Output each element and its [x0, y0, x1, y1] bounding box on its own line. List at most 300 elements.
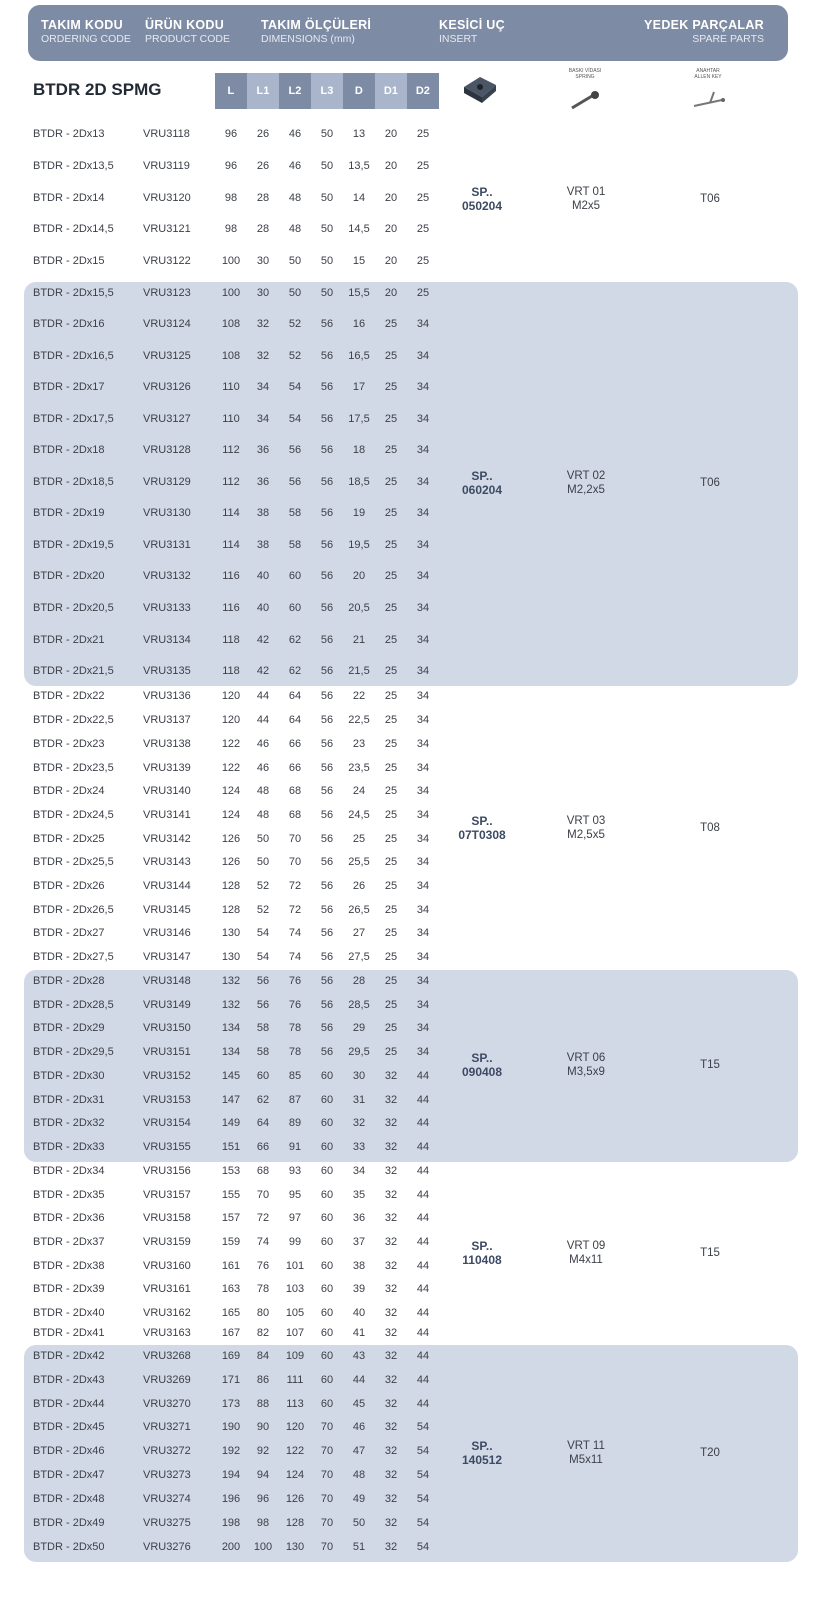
dim-l: 132 [221, 999, 241, 1011]
ordering-code: BTDR - 2Dx22 [33, 690, 105, 702]
ordering-code: BTDR - 2Dx49 [33, 1517, 105, 1529]
dim-d1: 25 [384, 1022, 398, 1034]
dim-d1: 32 [384, 1117, 398, 1129]
insert-code: SP.. 140512 [461, 1438, 503, 1467]
dim-l: 98 [224, 223, 238, 235]
dim-d2: 25 [416, 223, 430, 235]
product-code: VRU3273 [143, 1469, 191, 1481]
dim-d: 25 [352, 833, 366, 845]
product-code: VRU3148 [143, 975, 191, 987]
dim-d2: 44 [416, 1307, 430, 1319]
dim-d2: 34 [416, 738, 430, 750]
product-code: VRU3160 [143, 1260, 191, 1272]
dim-l1: 36 [256, 476, 270, 488]
product-code: VRU3144 [143, 880, 191, 892]
dim-l2: 109 [285, 1350, 305, 1362]
table-row [0, 160, 818, 176]
product-code: VRU3146 [143, 927, 191, 939]
insert-code: SP.. 090408 [461, 1051, 503, 1079]
dim-l3: 56 [320, 507, 334, 519]
product-code: VRU3119 [143, 160, 190, 172]
table-row [0, 714, 818, 730]
key-code: T08 [700, 821, 720, 834]
ordering-code: BTDR - 2Dx14,5 [33, 223, 114, 235]
table-row [0, 951, 818, 967]
dim-l: 124 [221, 785, 241, 797]
table-row [0, 1327, 818, 1343]
dim-l2: 64 [288, 714, 302, 726]
dim-l: 134 [221, 1046, 241, 1058]
dim-d2: 34 [416, 951, 430, 963]
dim-d2: 54 [416, 1517, 430, 1529]
ordering-code: BTDR - 2Dx24 [33, 785, 105, 797]
dim-l1: 94 [256, 1469, 270, 1481]
dim-l: 100 [221, 255, 241, 267]
dim-l: 100 [221, 287, 241, 299]
dim-d2: 34 [416, 665, 430, 677]
dim-l3: 50 [320, 192, 334, 204]
dim-l3: 56 [320, 785, 334, 797]
dim-l: 163 [221, 1283, 241, 1295]
dim-d2: 34 [416, 833, 430, 845]
dim-l: 147 [221, 1094, 241, 1106]
dim-l2: 56 [288, 444, 302, 456]
ordering-code: BTDR - 2Dx24,5 [33, 809, 114, 821]
dim-d1: 25 [384, 444, 398, 456]
dim-d2: 54 [416, 1421, 430, 1433]
dim-l2: 85 [288, 1070, 302, 1082]
dim-l3: 60 [320, 1327, 334, 1339]
ordering-code: BTDR - 2Dx45 [33, 1421, 105, 1433]
product-code: VRU3137 [143, 714, 191, 726]
dim-l2: 126 [285, 1493, 305, 1505]
product-code: VRU3162 [143, 1307, 191, 1319]
product-code: VRU3120 [143, 192, 191, 204]
dim-l: 114 [222, 507, 240, 519]
dim-d1: 32 [384, 1141, 398, 1153]
dim-d1: 25 [384, 762, 398, 774]
dim-d1: 32 [384, 1327, 398, 1339]
dim-l3: 56 [320, 809, 334, 821]
dim-d: 19 [352, 507, 366, 519]
product-code: VRU3272 [143, 1445, 191, 1457]
dim-l3: 56 [320, 570, 334, 582]
dim-l2: 66 [288, 738, 302, 750]
allen-key-label: ANAHTAR ALLEN KEY [694, 68, 722, 80]
dim-d1: 20 [384, 255, 398, 267]
dim-d: 44 [352, 1374, 366, 1386]
series-title: BTDR 2D SPMG [33, 80, 162, 99]
dim-l3: 56 [320, 602, 334, 614]
dim-l: 126 [221, 833, 241, 845]
dim-d2: 44 [416, 1350, 430, 1362]
dim-d2: 44 [416, 1165, 430, 1177]
product-code: VRU3147 [143, 951, 191, 963]
insert-code: SP.. 110408 [462, 1239, 502, 1267]
screw-code: VRT 02 M2,2x5 [566, 470, 606, 496]
dim-l2: 78 [288, 1046, 302, 1058]
product-code: VRU3152 [143, 1070, 191, 1082]
dim-l2: 70 [288, 833, 302, 845]
screw-code: VRT 11 M5x11 [567, 1439, 605, 1466]
dim-d1: 32 [384, 1350, 398, 1362]
dim-l3: 60 [320, 1070, 334, 1082]
product-code: VRU3150 [143, 1022, 191, 1034]
dim-d: 20 [352, 570, 366, 582]
ordering-code: BTDR - 2Dx17,5 [33, 413, 114, 425]
dim-l3: 50 [320, 287, 334, 299]
dim-d2: 44 [416, 1283, 430, 1295]
dim-d: 15,5 [348, 287, 370, 299]
dim-l2: 74 [288, 927, 302, 939]
dim-d: 23,5 [348, 762, 370, 774]
dim-d1: 25 [384, 570, 398, 582]
dim-l: 108 [221, 350, 241, 362]
ordering-code: BTDR - 2Dx23,5 [33, 762, 114, 774]
dim-l1: 44 [256, 714, 270, 726]
dim-d1: 32 [384, 1374, 398, 1386]
dim-l3: 60 [320, 1350, 334, 1362]
dim-header-l2: L2 [279, 73, 311, 109]
product-code: VRU3276 [143, 1541, 191, 1553]
dim-d1: 25 [384, 507, 398, 519]
dim-header-l: L [215, 73, 247, 109]
header-insert: KESİCİ UÇ INSERT [439, 18, 505, 45]
dim-l: 110 [222, 413, 240, 425]
dim-l: 112 [222, 444, 240, 456]
table-row [0, 690, 818, 706]
dim-l1: 54 [256, 951, 270, 963]
dim-l1: 66 [256, 1141, 270, 1153]
dim-l3: 56 [320, 665, 334, 677]
dim-l3: 56 [320, 856, 334, 868]
dim-l1: 98 [256, 1517, 270, 1529]
dim-l1: 36 [256, 444, 270, 456]
dim-l3: 56 [320, 318, 334, 330]
dim-d: 17,5 [348, 413, 370, 425]
ordering-code: BTDR - 2Dx21 [33, 634, 105, 646]
ordering-code: BTDR - 2Dx42 [33, 1350, 105, 1362]
ordering-code: BTDR - 2Dx34 [33, 1165, 105, 1177]
dim-l1: 48 [256, 785, 270, 797]
table-row [0, 762, 818, 778]
screw-icon [568, 90, 602, 112]
table-row [0, 880, 818, 896]
dim-d: 25,5 [348, 856, 370, 868]
product-code: VRU3151 [143, 1046, 191, 1058]
dim-d2: 25 [416, 160, 430, 172]
dim-d2: 34 [416, 602, 430, 614]
dim-d: 39 [352, 1283, 366, 1295]
ordering-code: BTDR - 2Dx16 [33, 318, 105, 330]
dim-l1: 50 [256, 833, 270, 845]
dim-d: 22,5 [348, 714, 370, 726]
dim-d: 24,5 [348, 809, 370, 821]
dim-header-d: D [343, 73, 375, 109]
dim-l2: 91 [288, 1141, 302, 1153]
dim-d2: 34 [416, 507, 430, 519]
dim-l: 112 [222, 476, 240, 488]
dim-l: 118 [222, 634, 240, 646]
ordering-code: BTDR - 2Dx29 [33, 1022, 105, 1034]
dim-l1: 52 [256, 880, 270, 892]
table-row [0, 255, 818, 271]
table-row [0, 1070, 818, 1086]
dim-l2: 66 [288, 762, 302, 774]
dim-d1: 25 [384, 714, 398, 726]
dim-l1: 58 [256, 1022, 270, 1034]
dim-l3: 56 [320, 634, 334, 646]
product-code: VRU3123 [143, 287, 191, 299]
dim-d2: 25 [416, 192, 430, 204]
table-row [0, 1094, 818, 1110]
dim-d: 27,5 [348, 951, 370, 963]
table-row [0, 1421, 818, 1437]
dim-l: 128 [221, 880, 241, 892]
dim-l2: 103 [285, 1283, 305, 1295]
dim-l: 126 [221, 856, 241, 868]
product-code: VRU3126 [143, 381, 191, 393]
ordering-code: BTDR - 2Dx41 [33, 1327, 105, 1339]
dim-d: 27 [352, 927, 366, 939]
ordering-code: BTDR - 2Dx23 [33, 738, 105, 750]
dim-d2: 44 [416, 1236, 430, 1248]
dim-l2: 50 [288, 255, 302, 267]
dim-d1: 32 [384, 1493, 398, 1505]
dim-d1: 32 [384, 1398, 398, 1410]
dim-d: 16,5 [348, 350, 370, 362]
table-row [0, 1165, 818, 1181]
dim-l1: 42 [256, 665, 270, 677]
dim-l2: 87 [288, 1094, 302, 1106]
dim-l1: 54 [256, 927, 270, 939]
dim-l3: 56 [320, 714, 334, 726]
dim-d2: 34 [416, 444, 430, 456]
dim-l: 145 [221, 1070, 241, 1082]
dim-l: 151 [221, 1141, 241, 1153]
dim-l1: 40 [256, 570, 270, 582]
dim-d: 30 [352, 1070, 366, 1082]
header-dimensions: TAKIM ÖLÇÜLERİ DIMENSIONS (mm) [261, 18, 372, 45]
dim-l2: 99 [288, 1236, 302, 1248]
ordering-code: BTDR - 2Dx13 [33, 128, 105, 140]
product-code: VRU3127 [143, 413, 191, 425]
insert-code: SP.. 050204 [461, 184, 503, 213]
table-row [0, 223, 818, 239]
screw-code: VRT 01 M2x5 [566, 185, 606, 212]
ordering-code: BTDR - 2Dx25,5 [33, 856, 114, 868]
dim-l3: 70 [320, 1493, 334, 1505]
dim-l3: 56 [320, 927, 334, 939]
dim-l1: 32 [256, 318, 270, 330]
dim-l2: 48 [288, 192, 302, 204]
key-code: T15 [700, 1247, 720, 1259]
dim-d1: 25 [384, 539, 398, 551]
dim-l2: 72 [288, 904, 302, 916]
table-row [0, 602, 818, 618]
header-product-code: ÜRÜN KODU PRODUCT CODE [145, 18, 230, 45]
product-code: VRU3134 [143, 634, 191, 646]
product-code: VRU3132 [143, 570, 191, 582]
dim-l1: 48 [256, 809, 270, 821]
product-code: VRU3138 [143, 738, 191, 750]
dim-l: 169 [221, 1350, 241, 1362]
table-row [0, 1022, 818, 1038]
dim-l1: 28 [256, 223, 270, 235]
dim-l2: 54 [288, 413, 302, 425]
table-row [0, 1212, 818, 1228]
dim-d1: 32 [384, 1165, 398, 1177]
product-code: VRU3268 [143, 1350, 191, 1362]
ordering-code: BTDR - 2Dx38 [33, 1260, 105, 1272]
table-row [0, 287, 818, 303]
dim-l1: 52 [256, 904, 270, 916]
dim-l3: 60 [320, 1212, 334, 1224]
dim-l3: 70 [320, 1469, 334, 1481]
product-code: VRU3121 [143, 223, 191, 235]
dim-header-d1: D1 [375, 73, 407, 109]
dim-d: 23 [352, 738, 366, 750]
dim-d2: 34 [416, 809, 430, 821]
dim-d2: 34 [416, 927, 430, 939]
dim-l: 116 [222, 570, 240, 582]
dim-d1: 25 [384, 833, 398, 845]
dim-d1: 32 [384, 1212, 398, 1224]
dim-d1: 32 [384, 1445, 398, 1457]
dim-d: 29 [352, 1022, 366, 1034]
dim-l: 200 [221, 1541, 241, 1553]
dim-d2: 25 [416, 255, 430, 267]
dim-d: 32 [352, 1117, 366, 1129]
ordering-code: BTDR - 2Dx30 [33, 1070, 105, 1082]
dim-d1: 32 [384, 1260, 398, 1272]
dim-d2: 54 [416, 1493, 430, 1505]
table-row [0, 1350, 818, 1366]
dim-d2: 25 [416, 287, 430, 299]
dim-l: 192 [221, 1445, 241, 1457]
dim-d2: 44 [416, 1327, 430, 1339]
product-code: VRU3156 [143, 1165, 191, 1177]
dim-d: 21,5 [348, 665, 370, 677]
dim-d2: 54 [416, 1541, 430, 1553]
table-row [0, 350, 818, 366]
dim-l: 122 [221, 738, 241, 750]
key-code: T06 [700, 192, 720, 205]
dim-l1: 34 [256, 413, 270, 425]
dim-d: 19,5 [348, 539, 370, 551]
dim-l1: 40 [256, 602, 270, 614]
dim-d: 46 [352, 1421, 366, 1433]
dim-d1: 25 [384, 785, 398, 797]
product-code: VRU3139 [143, 762, 191, 774]
dim-l3: 56 [320, 762, 334, 774]
dim-d1: 25 [384, 738, 398, 750]
ordering-code: BTDR - 2Dx17 [33, 381, 105, 393]
dim-l1: 72 [256, 1212, 270, 1224]
table-row [0, 128, 818, 144]
dim-l2: 68 [288, 809, 302, 821]
dim-l: 167 [221, 1327, 241, 1339]
dim-d2: 44 [416, 1260, 430, 1272]
dim-d2: 34 [416, 714, 430, 726]
dim-l2: 52 [288, 318, 302, 330]
product-code: VRU3275 [143, 1517, 191, 1529]
insert-icon [460, 73, 500, 107]
dim-l: 153 [221, 1165, 241, 1177]
key-code: T15 [700, 1059, 720, 1071]
table-row [0, 1374, 818, 1390]
screw-label: BASKI VİDASI SPRING [568, 68, 602, 80]
ordering-code: BTDR - 2Dx16,5 [33, 350, 114, 362]
dim-d2: 54 [416, 1469, 430, 1481]
dim-l3: 60 [320, 1141, 334, 1153]
table-header-bar [28, 5, 788, 61]
dim-l3: 56 [320, 975, 334, 987]
dim-l: 122 [221, 762, 241, 774]
product-code: VRU3124 [143, 318, 191, 330]
ordering-code: BTDR - 2Dx21,5 [33, 665, 114, 677]
dim-l2: 46 [288, 128, 302, 140]
dim-d2: 34 [416, 381, 430, 393]
dim-l3: 70 [320, 1517, 334, 1529]
ordering-code: BTDR - 2Dx25 [33, 833, 105, 845]
dim-header-d2: D2 [407, 73, 439, 109]
dim-d1: 20 [384, 160, 398, 172]
dim-l2: 46 [288, 160, 302, 172]
ordering-code: BTDR - 2Dx27,5 [33, 951, 114, 963]
dim-l3: 56 [320, 904, 334, 916]
dim-d: 14 [352, 192, 366, 204]
dim-d1: 25 [384, 476, 398, 488]
dim-l3: 56 [320, 1022, 334, 1034]
dim-l2: 120 [285, 1421, 305, 1433]
dim-l: 128 [221, 904, 241, 916]
dim-l: 165 [221, 1307, 241, 1319]
dim-d2: 34 [416, 975, 430, 987]
dim-l: 190 [221, 1421, 241, 1433]
ordering-code: BTDR - 2Dx28 [33, 975, 105, 987]
dim-l3: 50 [320, 160, 334, 172]
table-row [0, 975, 818, 991]
dim-l1: 34 [256, 381, 270, 393]
dim-l1: 82 [256, 1327, 270, 1339]
dim-l1: 32 [256, 350, 270, 362]
dim-l2: 111 [286, 1374, 304, 1386]
dim-l1: 56 [256, 975, 270, 987]
ordering-code: BTDR - 2Dx15,5 [33, 287, 114, 299]
dim-l1: 60 [256, 1070, 270, 1082]
dim-l1: 100 [253, 1541, 273, 1553]
dim-l: 124 [221, 809, 241, 821]
dim-l3: 56 [320, 476, 334, 488]
dim-l3: 56 [320, 413, 334, 425]
dim-d: 38 [352, 1260, 366, 1272]
ordering-code: BTDR - 2Dx50 [33, 1541, 105, 1553]
table-row [0, 444, 818, 460]
dim-d: 48 [352, 1469, 366, 1481]
ordering-code: BTDR - 2Dx37 [33, 1236, 105, 1248]
dim-d: 28,5 [348, 999, 370, 1011]
dim-l2: 78 [288, 1022, 302, 1034]
dim-l3: 50 [320, 255, 334, 267]
dim-l3: 56 [320, 738, 334, 750]
insert-code: SP.. 060204 [461, 469, 503, 497]
dim-l2: 54 [288, 381, 302, 393]
dim-l: 110 [222, 381, 240, 393]
dim-d: 14,5 [348, 223, 370, 235]
dim-d2: 25 [416, 128, 430, 140]
dim-l: 96 [224, 160, 238, 172]
